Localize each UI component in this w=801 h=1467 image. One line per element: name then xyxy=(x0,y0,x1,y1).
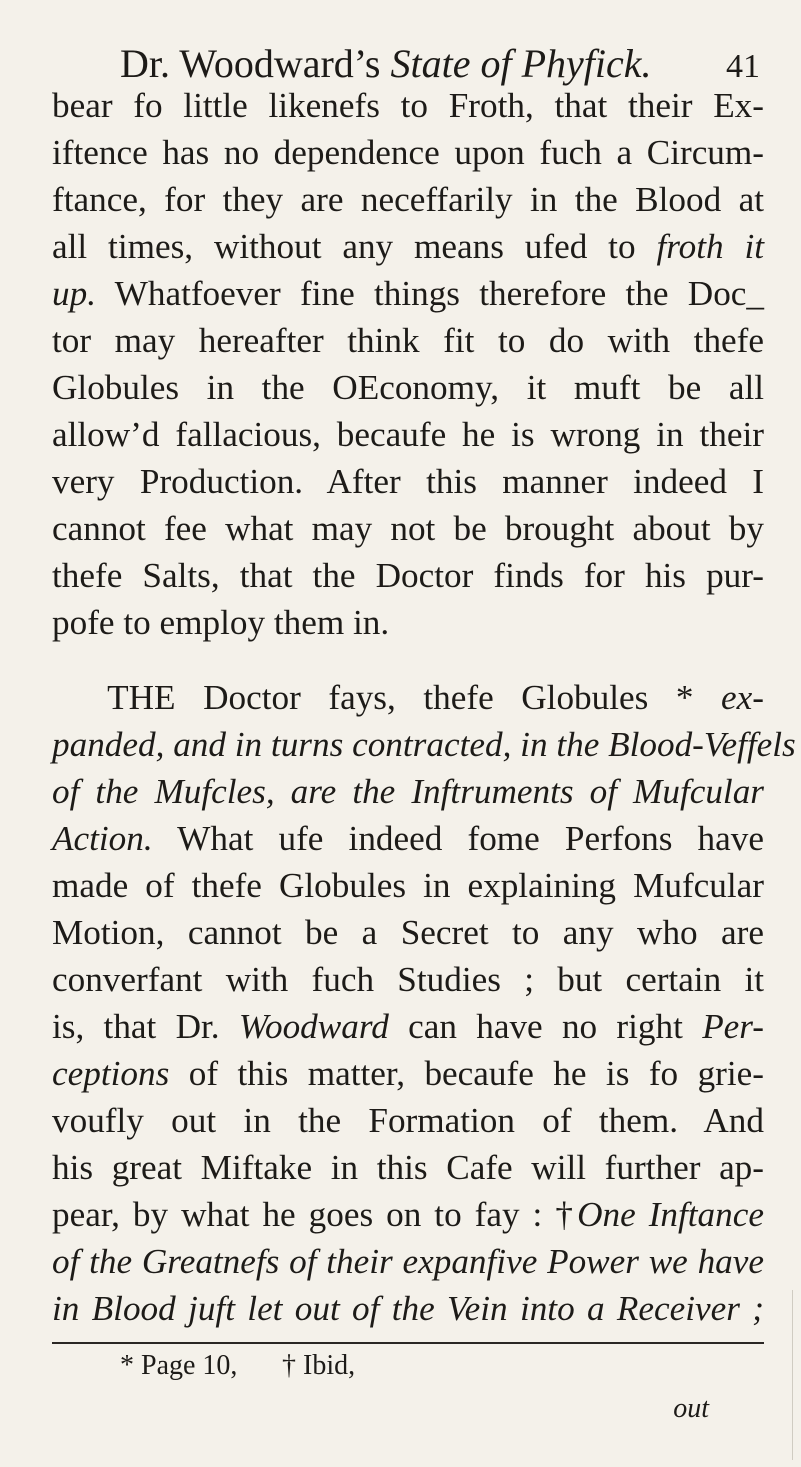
text-line: panded, and in turns contracted, in the Blood-Veffels xyxy=(52,725,796,764)
text-line: very Production. After this manner indeed I xyxy=(52,462,764,501)
text-line: ftance, for they are neceffarily in the Blood at xyxy=(52,180,764,219)
catchword: out xyxy=(673,1393,709,1424)
text-line: Motion, cannot be a Secret to any who are xyxy=(52,913,764,952)
text-line: THE Doctor fays, thefe Globules * ex- xyxy=(107,678,765,717)
text-line: tor may hereafter think fit to do with thefe xyxy=(52,321,764,360)
italic-text: up. xyxy=(52,274,96,313)
text-line: Globules in the OEconomy, it muft be all xyxy=(52,368,764,407)
text-line: allow’d fallacious, becaufe he is wrong in their xyxy=(52,415,764,454)
text-line: of the Mufcles, are the Inftruments of Mufcular xyxy=(52,772,764,811)
text-line: converfant with fuch Studies ; but certain it xyxy=(52,960,764,999)
text-line: thefe Salts, that the Doctor finds for his pur- xyxy=(52,556,764,595)
text-line: is, that Dr. Woodward can have no right Per- xyxy=(52,1007,765,1046)
text-line: ceptions of this matter, becaufe he is fo grie- xyxy=(52,1054,765,1093)
text-line: bear fo little likenefs to Froth, that their Ex- xyxy=(52,86,764,125)
text-line: of the Greatnefs of their expanfive Power we have xyxy=(52,1242,764,1281)
text-line: his great Miftake in this Cafe will further ap- xyxy=(52,1148,764,1187)
text-line: voufly out in the Formation of them. And xyxy=(52,1101,764,1140)
text-line: pear, by what he goes on to fay : †One Inftance xyxy=(52,1195,764,1234)
scan-edge-line xyxy=(792,1290,793,1460)
text-line: all times, without any means ufed to froth it xyxy=(52,227,764,266)
text-line: up. Whatfoever fine things therefore the Doc_ xyxy=(52,274,764,313)
italic-text: ex- xyxy=(721,678,765,717)
running-title-roman: Dr. Woodward’s xyxy=(120,41,381,86)
text-line: in Blood juft let out of the Vein into a Receiver ; xyxy=(52,1289,764,1328)
running-title-italic: State of Phyfick. xyxy=(390,41,652,86)
footnote-ibid: † Ibid, xyxy=(282,1350,356,1381)
text-line: Action. What ufe indeed fome Perfons have xyxy=(52,819,764,858)
running-title xyxy=(120,40,651,87)
italic-text: froth it xyxy=(656,227,764,266)
text-line: cannot fee what may not be brought about by xyxy=(52,509,764,548)
text-line: pofe to employ them in. xyxy=(52,603,390,642)
footnote-page-10: * Page 10, xyxy=(120,1350,238,1381)
text-line: made of thefe Globules in explaining Mufcular xyxy=(52,866,764,905)
footnote-rule xyxy=(52,1342,764,1344)
text-line: iftence has no dependence upon fuch a Circum- xyxy=(52,133,764,172)
body-text xyxy=(52,82,796,1332)
paragraph-gap xyxy=(52,646,764,674)
page-number: 41 xyxy=(726,48,760,85)
